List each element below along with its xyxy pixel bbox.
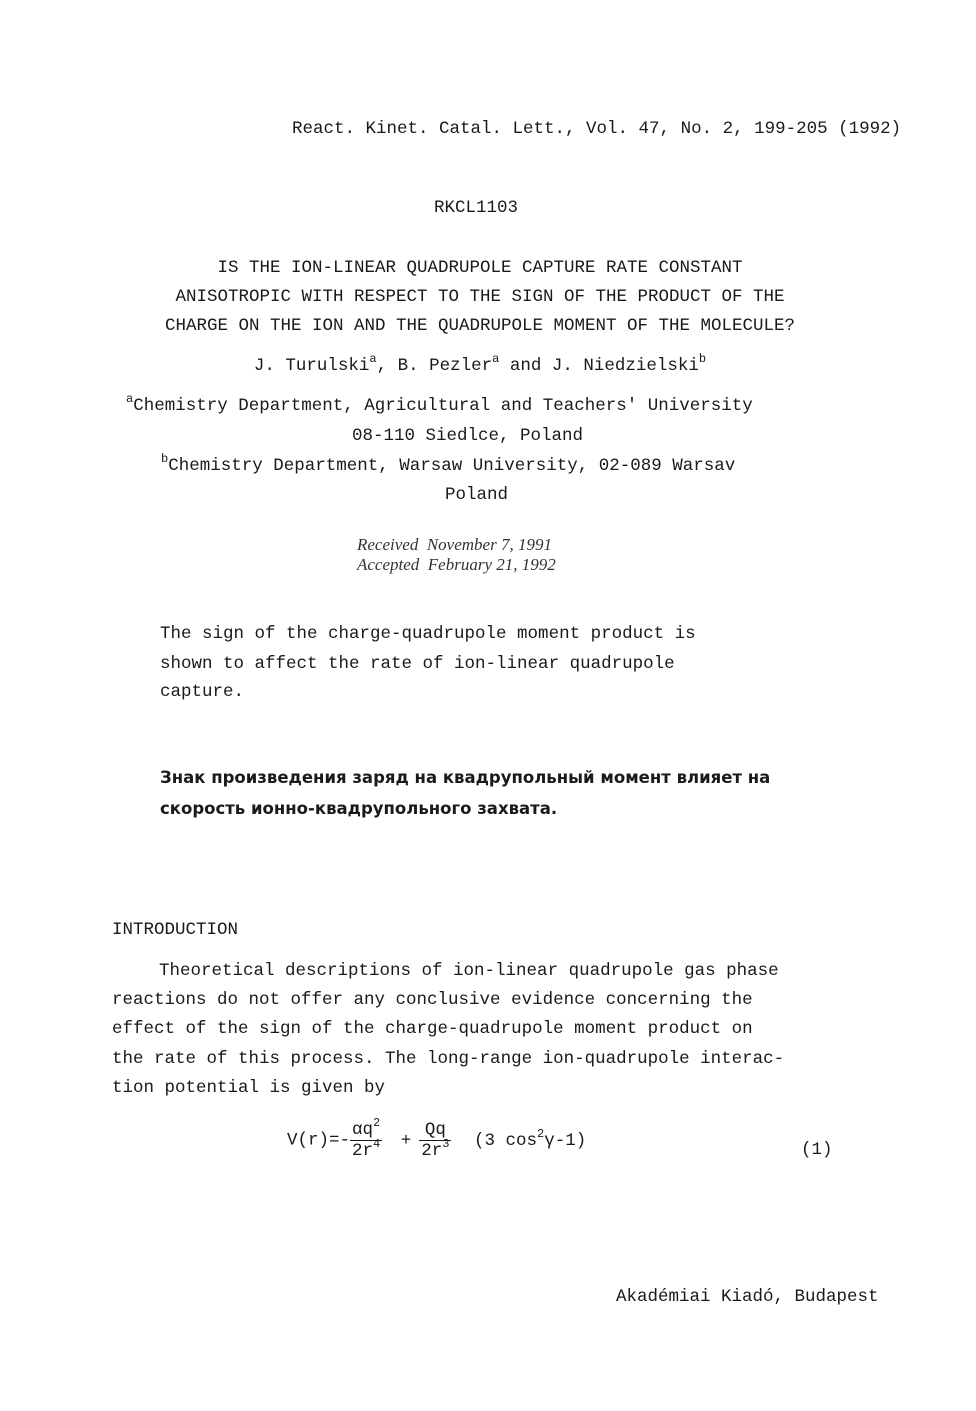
accepted-date <box>357 555 556 575</box>
abstract-en-line-1: The sign of the charge-quadrupole moment product is <box>160 624 696 644</box>
frac1-numerator: αq <box>352 1120 374 1140</box>
author-2-affil: a <box>492 352 500 366</box>
equation-number: (1) <box>801 1140 833 1160</box>
affiliation-b-line-1 <box>161 452 736 476</box>
intro-line-1: Theoretical descriptions of ion-linear quadrupole gas phase <box>159 961 779 981</box>
title-line-1: IS THE ION-LINEAR QUADRUPOLE CAPTURE RATE CONSTANT <box>217 258 743 278</box>
abstract-ru-line-1: Знак произведения заряд на квадрупольный момент влияет на <box>160 768 771 787</box>
equation-tail-exp: 2 <box>537 1126 545 1141</box>
frac2-numerator: Qq <box>424 1120 446 1140</box>
equation-tail-a: (3 cos <box>474 1130 538 1151</box>
frac2-denominator-exp: 3 <box>442 1137 450 1151</box>
author-3: and J. Niedzielski <box>499 356 699 376</box>
affiliation-a-line-2: 08-110 Siedlce, Poland <box>352 426 584 446</box>
equation-tail <box>474 1126 587 1151</box>
frac1-numerator-exp: 2 <box>373 1116 381 1130</box>
accepted-label: Accepted <box>357 555 420 574</box>
equation-plus: + <box>400 1130 412 1151</box>
citation-header: React. Kinet. Catal. Lett., Vol. 47, No. 2, 199-205 (1992) <box>292 119 902 139</box>
equation-fraction-1 <box>350 1116 382 1161</box>
intro-line-5: tion potential is given by <box>112 1078 386 1098</box>
received-label: Received <box>357 535 419 554</box>
abstract-en-line-3: capture. <box>160 682 245 702</box>
author-3-affil: b <box>698 352 707 366</box>
frac1-denominator: 2r <box>352 1141 374 1161</box>
affiliation-a-marker: a <box>126 392 134 406</box>
section-heading-introduction: INTRODUCTION <box>112 920 239 940</box>
intro-line-3: effect of the sign of the charge-quadrupole moment product on <box>112 1019 753 1039</box>
affiliation-b-line-2: Poland <box>445 485 509 505</box>
received-value: November 7, 1991 <box>426 535 552 554</box>
author-list <box>0 352 960 376</box>
abstract-en-line-2: shown to affect the rate of ion-linear quadrupole <box>160 654 675 674</box>
equation-tail-b: γ-1) <box>544 1130 587 1151</box>
article-code: RKCL1103 <box>434 198 519 218</box>
intro-line-4: the rate of this process. The long-range ion-quadrupole interac- <box>112 1049 785 1069</box>
author-2: , B. Pezler <box>376 356 493 376</box>
affiliation-b-text: Chemistry Department, Warsaw University, 02-089 Warsav <box>168 456 736 476</box>
author-1-affil: a <box>369 352 377 366</box>
affiliation-a-text: Chemistry Department, Agricultural and Teachers' University <box>133 396 753 416</box>
title-line-2: ANISOTROPIC WITH RESPECT TO THE SIGN OF THE PRODUCT OF THE <box>175 287 785 307</box>
frac1-denominator-exp: 4 <box>373 1137 381 1151</box>
intro-line-2: reactions do not offer any conclusive evidence concerning the <box>112 990 753 1010</box>
affiliation-a-line-1 <box>126 392 753 416</box>
title-line-3: CHARGE ON THE ION AND THE QUADRUPOLE MOMENT OF THE MOLECULE? <box>164 316 796 336</box>
abstract-ru-line-2: скорость ионно-квадрупольного захвата. <box>160 799 558 818</box>
received-date <box>357 535 552 555</box>
frac2-denominator: 2r <box>421 1141 443 1161</box>
equation-lhs: V(r)=- <box>287 1130 351 1151</box>
equation-fraction-2 <box>419 1120 451 1161</box>
affiliation-b-marker: b <box>161 452 169 466</box>
equation-1 <box>287 1116 587 1180</box>
accepted-value: February 21, 1992 <box>427 555 556 574</box>
publisher-footer: Akadémiai Kiadó, Budapest <box>616 1287 879 1307</box>
author-1: J. Turulski <box>253 356 370 376</box>
